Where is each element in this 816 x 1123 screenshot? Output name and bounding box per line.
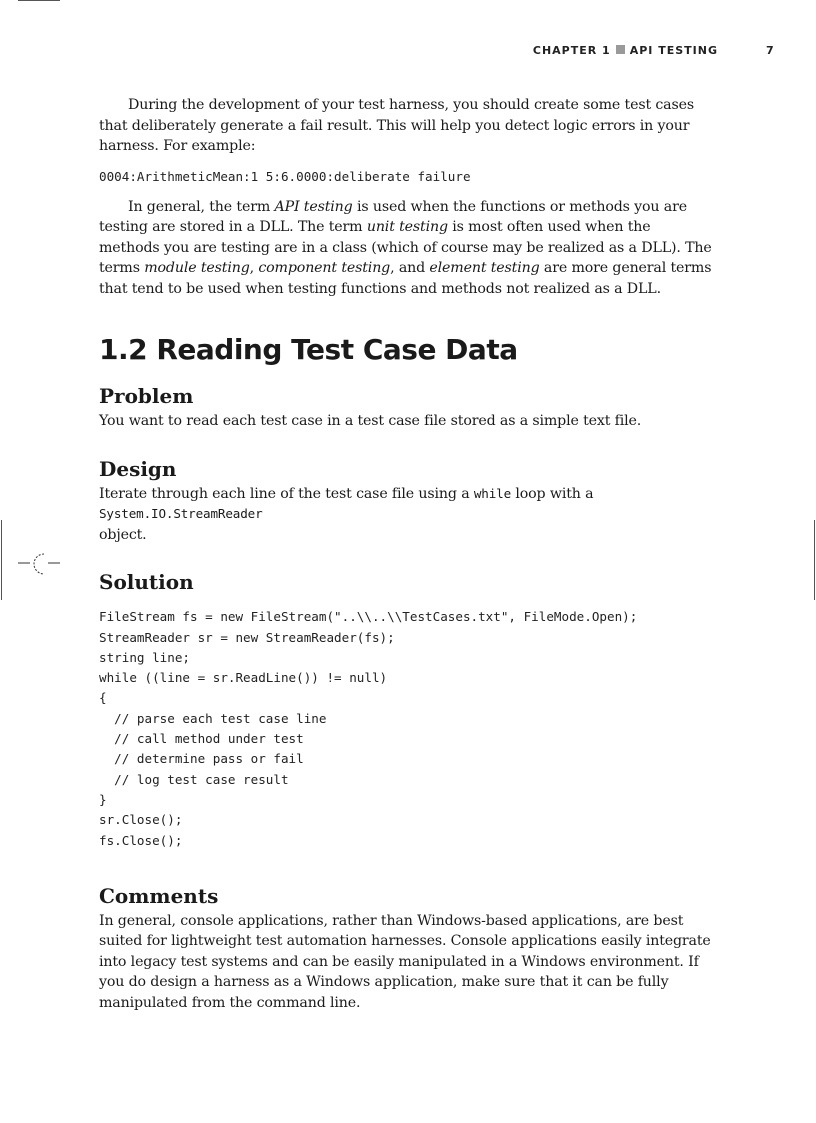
running-head-chapter	[533, 44, 718, 57]
code-line: // determine pass or fail	[99, 751, 304, 767]
comments-text: In general, console applications, rather than Windows-based applications, are best suited for lightweight test automation harnesses. Console applications easily integrate into legacy test systems and can be easily manipulated in a Windows environment. If you do design a harness as a Windows application, make sure that it can be fully manipulated from the command line.	[99, 912, 711, 1011]
intro-paragraph-2: In general, the term API testing is used when the functions or methods you are testing are stored in a DLL. The term unit testing is most often used when the methods you are testing are in a class (which of course may be realized as a DLL). The terms module testing, component testing, and element testing are more general terms that tend to be used when testing functions and methods not realized as a DLL.	[99, 198, 712, 297]
problem-heading: Problem	[99, 384, 194, 409]
term-component-testing: component testing	[258, 260, 391, 277]
chapter-label: CHAPTER 1	[532, 44, 611, 57]
solution-heading: Solution	[99, 570, 194, 595]
inline-code-while: while	[473, 485, 512, 501]
code-line: StreamReader sr = new StreamReader(fs);	[99, 629, 395, 645]
code-line: }	[99, 791, 107, 807]
comments-heading: Comments	[99, 883, 219, 908]
example-code-line: 0004:ArithmeticMean:1 5:6.0000:deliberate failure	[99, 168, 471, 184]
chapter-title: API TESTING	[629, 44, 718, 57]
code-line: // call method under test	[99, 731, 304, 747]
design-heading: Design	[99, 456, 177, 481]
registration-mark-icon	[18, 550, 62, 578]
crop-mark-right	[814, 520, 815, 600]
term-module-testing: module testing	[144, 260, 250, 277]
page-number: 7	[766, 44, 775, 57]
term-unit-testing: unit testing	[366, 219, 448, 236]
code-line: string line;	[99, 649, 190, 665]
code-line: // log test case result	[99, 771, 289, 787]
inline-code-streamreader: System.IO.StreamReader	[99, 506, 263, 522]
problem-text: You want to read each test case in a test case file stored as a simple text file.	[99, 413, 642, 430]
crop-mark-left	[1, 520, 2, 600]
term-api-testing: API testing	[274, 198, 353, 215]
running-head	[0, 44, 816, 58]
solution-code-block	[99, 607, 715, 851]
code-line: while ((line = sr.ReadLine()) != null)	[99, 670, 388, 686]
code-line: // parse each test case line	[99, 710, 327, 726]
code-line: FileStream fs = new FileStream("..\\..\\TestCases.txt", FileMode.Open);	[99, 609, 638, 625]
intro-paragraph-1: During the development of your test harness, you should create some test cases that deliberately generate a fail result. This will help you detect logic errors in your harness. For example:	[99, 97, 694, 154]
crop-mark-top	[18, 0, 60, 1]
code-line: {	[99, 690, 107, 706]
code-line: sr.Close();	[99, 812, 183, 828]
section-title: 1.2 Reading Test Case Data	[99, 333, 518, 367]
code-line: fs.Close();	[99, 832, 183, 848]
separator-square-icon	[616, 45, 625, 54]
term-element-testing: element testing	[429, 260, 540, 277]
page-content	[99, 95, 715, 1013]
design-text: Iterate through each line of the test case file using a while loop with a System.IO.StreamReader object.	[99, 485, 594, 543]
